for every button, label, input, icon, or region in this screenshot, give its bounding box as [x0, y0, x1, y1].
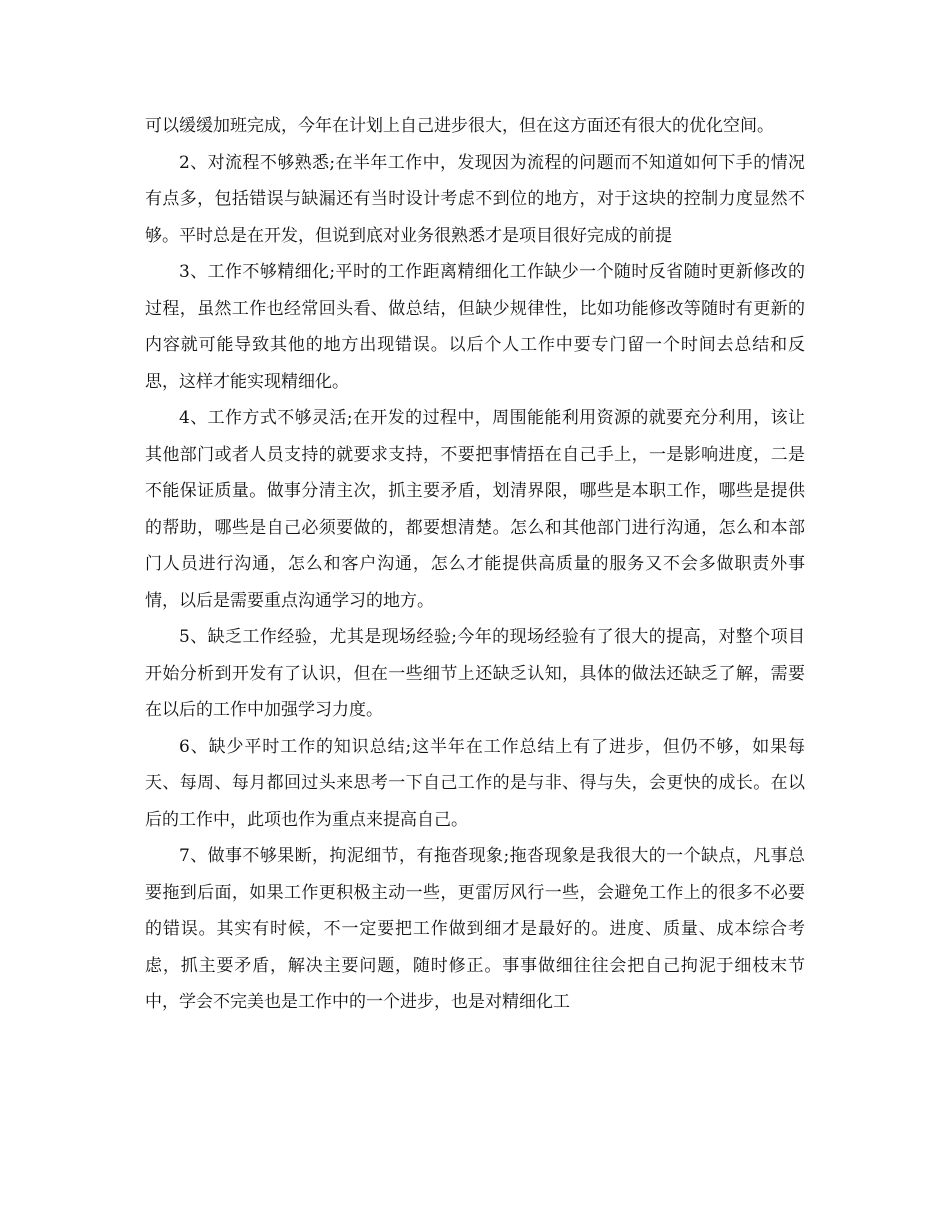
document-page	[145, 108, 805, 1021]
paragraph-continuation: 可以缓缓加班完成，今年在计划上自己进步很大，但在这方面还有很大的优化空间。	[145, 116, 774, 136]
paragraph-item-4: 4、工作方式不够灵活;在开发的过程中，周围能能利用资源的就要充分利用，该让其他部门或者人员支持的就要求支持，不要把事情捂在自己手上，一是影响进度，二是不能保证质量。做事分清主次，抓主要矛盾，划清界限，哪些是本职工作，哪些是提供的帮助，哪些是自己必须要做的，都要想清楚。怎么和其他部门进行沟通，怎么和本部门人员进行沟通，怎么和客户沟通，怎么才能提供高质量的服务又不会多做职责外事情，以后是需要重点沟通学习的地方。	[145, 408, 805, 611]
paragraph-item-6: 6、缺少平时工作的知识总结;这半年在工作总结上有了进步，但仍不够，如果每天、每周、每月都回过头来思考一下自己工作的是与非、得与失，会更快的成长。在以后的工作中，此项也作为重点来提高自己。	[145, 736, 805, 830]
paragraph-item-2: 2、对流程不够熟悉;在半年工作中，发现因为流程的问题而不知道如何下手的情况有点多，包括错误与缺漏还有当时设计考虑不到位的地方，对于这块的控制力度显然不够。平时总是在开发，但说到底对业务很熟悉才是项目很好完成的前提	[145, 152, 805, 246]
paragraph-item-7: 7、做事不够果断，拘泥细节，有拖沓现象;拖沓现象是我很大的一个缺点，凡事总要拖到后面，如果工作更积极主动一些，更雷厉风行一些，会避免工作上的很多不必要的错误。其实有时候，不一定要把工作做到细才是最好的。进度、质量、成本综合考虑，抓主要矛盾，解决主要问题，随时修正。事事做细往往会把自己拘泥于细枝末节中，学会不完美也是工作中的一个进步，也是对精细化工	[145, 846, 805, 1012]
paragraph-item-5: 5、缺乏工作经验，尤其是现场经验;今年的现场经验有了很大的提高，对整个项目开始分析到开发有了认识，但在一些细节上还缺乏认知，具体的做法还缺乏了解，需要在以后的工作中加强学习力度。	[145, 627, 805, 720]
paragraph-item-3: 3、工作不够精细化;平时的工作距离精细化工作缺少一个随时反省随时更新修改的过程，虽然工作也经常回头看、做总结，但缺少规律性，比如功能修改等随时有更新的内容就可能导致其他的地方出现错误。以后个人工作中要专门留一个时间去总结和反思，这样才能实现精细化。	[145, 262, 805, 392]
